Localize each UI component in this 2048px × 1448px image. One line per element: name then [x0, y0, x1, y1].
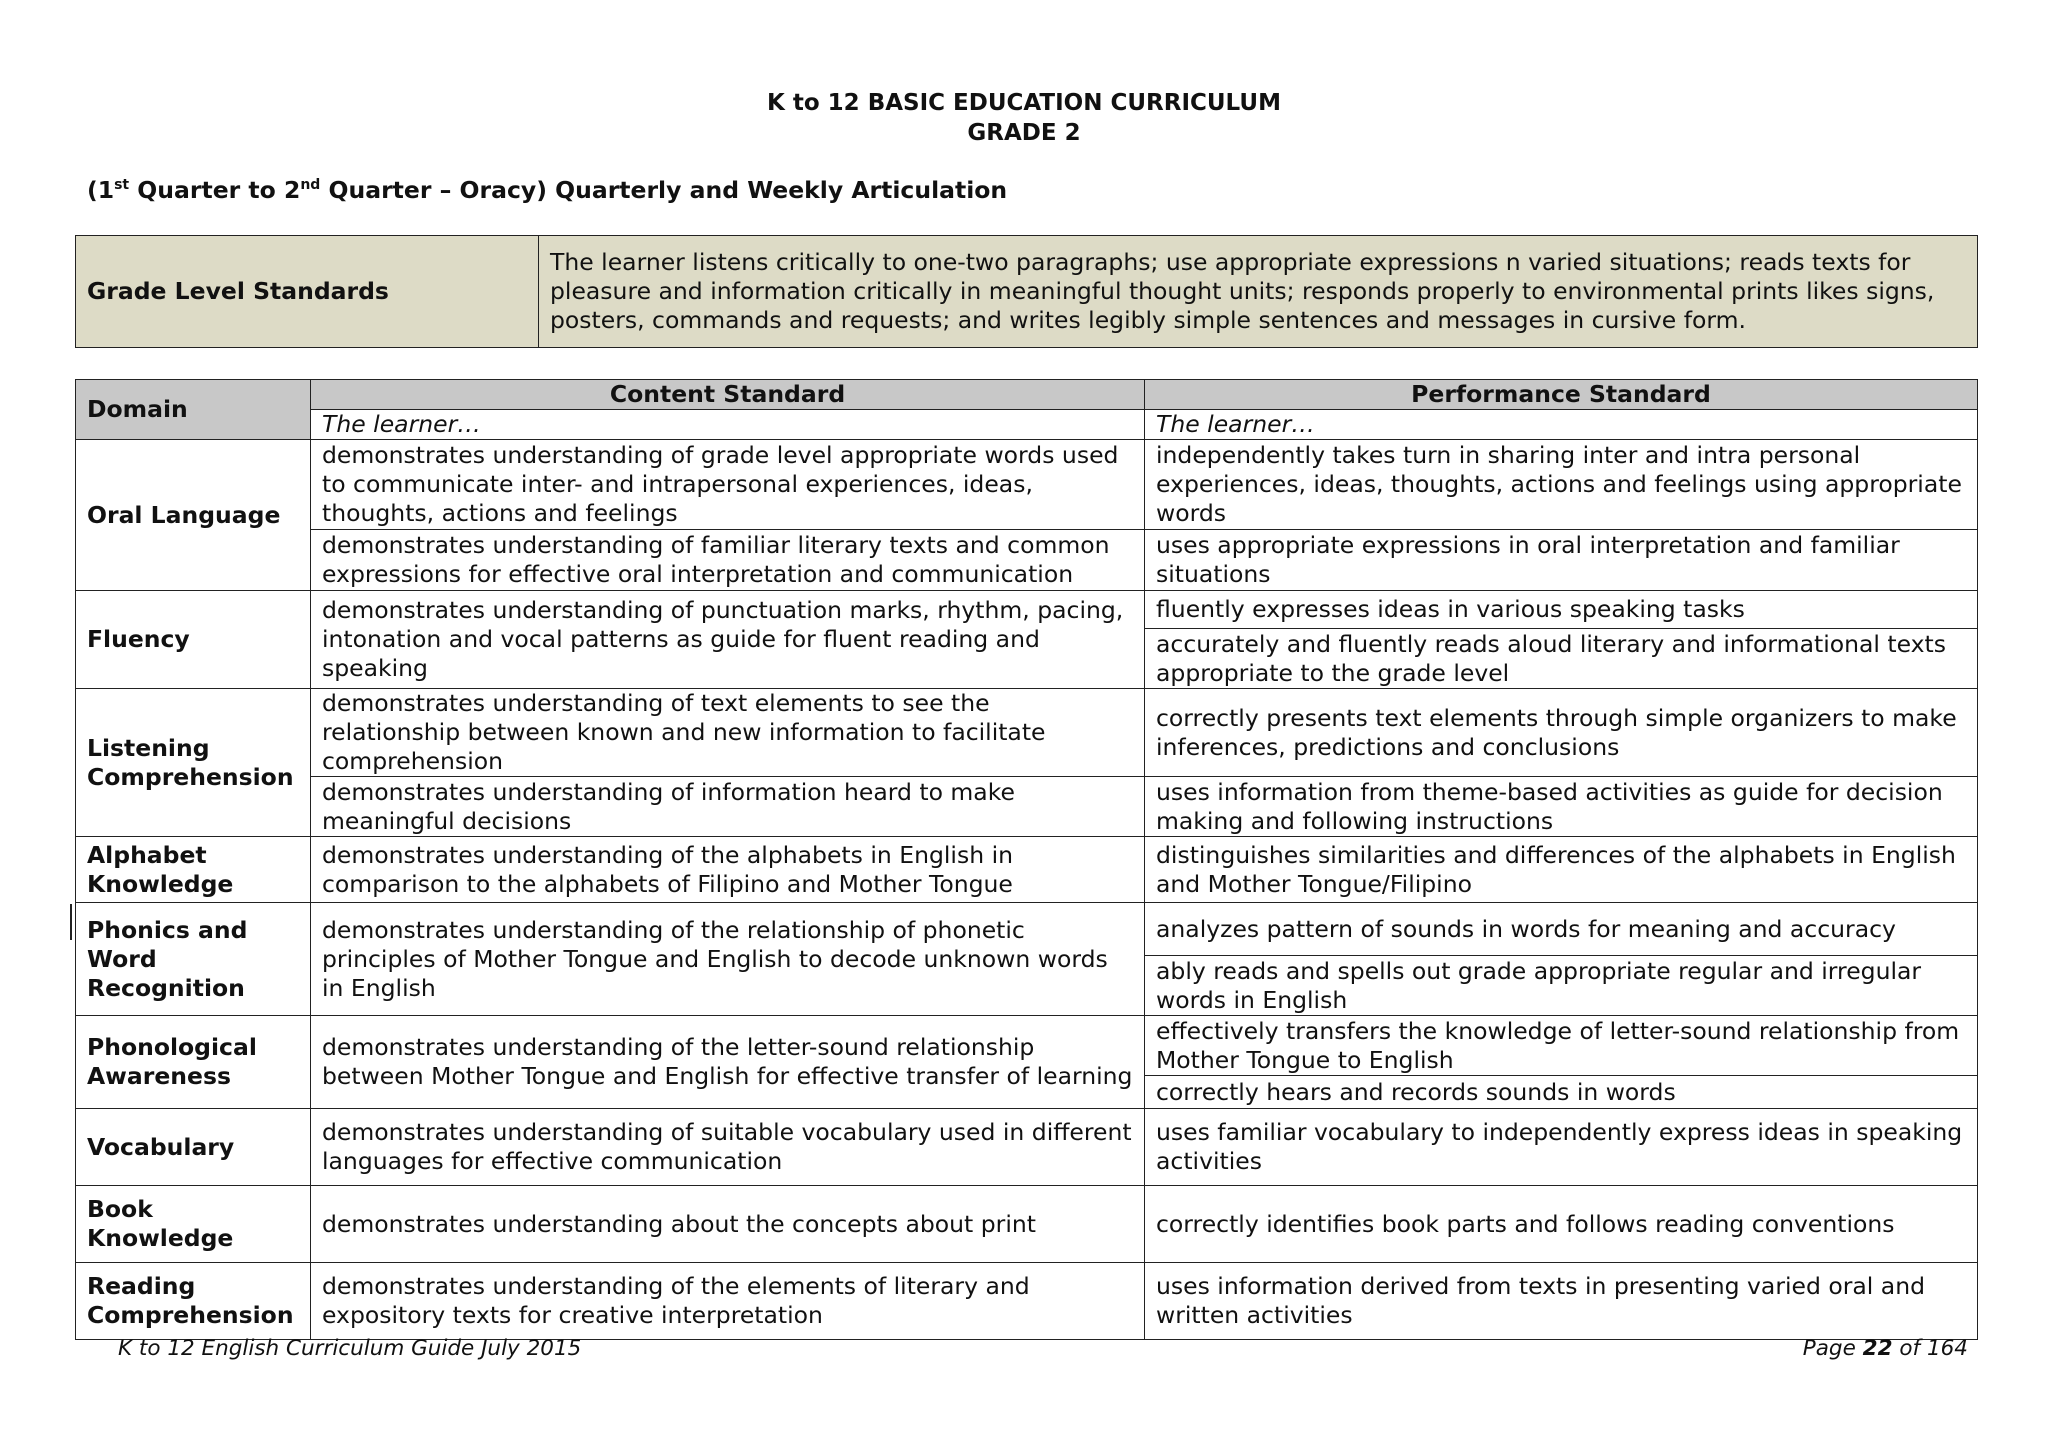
- domain-cell: Listening Comprehension: [76, 689, 311, 837]
- performance-cell: uses information from theme-based activities as guide for decision making and following instructions: [1145, 777, 1978, 837]
- grade-level-standards-text: The learner listens critically to one-two paragraphs; use appropriate expressions n varied situations; reads texts for pleasure and information critically in meaningful thought units; responds properly to environmental prints likes signs, posters, commands and requests; and writes legibly simple sentences and messages in cursive form.: [539, 236, 1978, 348]
- table-row: [76, 1016, 1978, 1076]
- table-row: [76, 837, 1978, 903]
- performance-cell: fluently expresses ideas in various speaking tasks: [1145, 591, 1978, 629]
- domain-cell: Oral Language: [76, 440, 311, 591]
- grade-title: GRADE 2: [967, 120, 1081, 146]
- document-header: [0, 88, 2048, 148]
- content-cell: demonstrates understanding of familiar literary texts and common expressions for effective oral interpretation and communication: [311, 530, 1145, 591]
- domain-cell: Phonics and Word Recognition: [76, 903, 311, 1016]
- table-header-row: [76, 380, 1978, 410]
- domain-cell: Alphabet Knowledge: [76, 837, 311, 903]
- table-row: [76, 1263, 1978, 1340]
- domain-column-header: Domain: [76, 380, 311, 440]
- content-cell: demonstrates understanding of grade level appropriate words used to communicate inter- and intrapersonal experiences, ideas, thoughts, actions and feelings: [311, 440, 1145, 530]
- performance-cell: correctly identifies book parts and follows reading conventions: [1145, 1186, 1978, 1263]
- table-row: [76, 1109, 1978, 1186]
- table-row: [76, 689, 1978, 777]
- document-title: K to 12 BASIC EDUCATION CURRICULUM: [767, 90, 1281, 116]
- performance-cell: uses appropriate expressions in oral interpretation and familiar situations: [1145, 530, 1978, 591]
- performance-cell: analyzes pattern of sounds in words for meaning and accuracy: [1145, 903, 1978, 956]
- content-cell: demonstrates understanding of text elements to see the relationship between known and new information to facilitate comprehension: [311, 689, 1145, 777]
- performance-cell: uses familiar vocabulary to independently express ideas in speaking activities: [1145, 1109, 1978, 1186]
- content-cell: demonstrates understanding of the letter-sound relationship between Mother Tongue and English for effective transfer of learning: [311, 1016, 1145, 1109]
- content-cell: demonstrates understanding of the relationship of phonetic principles of Mother Tongue and English to decode unknown words in English: [311, 903, 1145, 1016]
- standards-table: [75, 379, 1978, 1340]
- domain-cell: Fluency: [76, 591, 311, 689]
- table-row: [76, 1186, 1978, 1263]
- performance-cell: correctly hears and records sounds in words: [1145, 1076, 1978, 1109]
- margin-mark: [70, 904, 72, 940]
- domain-cell: Phonological Awareness: [76, 1016, 311, 1109]
- content-cell: demonstrates understanding of suitable vocabulary used in different languages for effective communication: [311, 1109, 1145, 1186]
- table-row: [76, 903, 1978, 956]
- domain-cell: Vocabulary: [76, 1109, 311, 1186]
- performance-cell: uses information derived from texts in presenting varied oral and written activities: [1145, 1263, 1978, 1340]
- footer-guide-title: K to 12 English Curriculum Guide July 2015: [118, 1336, 582, 1361]
- domain-cell: Reading Comprehension: [76, 1263, 311, 1340]
- content-cell: demonstrates understanding of punctuation marks, rhythm, pacing, intonation and vocal patterns as guide for fluent reading and speaking: [311, 591, 1145, 689]
- performance-cell: ably reads and spells out grade appropriate regular and irregular words in English: [1145, 956, 1978, 1016]
- performance-learner-label: The learner…: [1145, 410, 1978, 440]
- content-cell: demonstrates understanding of the alphabets in English in comparison to the alphabets of Filipino and Mother Tongue: [311, 837, 1145, 903]
- content-cell: demonstrates understanding of the elements of literary and expository texts for creative interpretation: [311, 1263, 1145, 1340]
- table-row: [76, 530, 1978, 591]
- domain-cell: Book Knowledge: [76, 1186, 311, 1263]
- performance-cell: effectively transfers the knowledge of letter-sound relationship from Mother Tongue to English: [1145, 1016, 1978, 1076]
- performance-cell: distinguishes similarities and differences of the alphabets in English and Mother Tongue/Filipino: [1145, 837, 1978, 903]
- content-learner-label: The learner…: [311, 410, 1145, 440]
- performance-cell: independently takes turn in sharing inter and intra personal experiences, ideas, thoughts, actions and feelings using appropriate words: [1145, 440, 1978, 530]
- performance-cell: accurately and fluently reads aloud literary and informational texts appropriate to the grade level: [1145, 629, 1978, 689]
- grade-level-standards-table: [75, 235, 1978, 348]
- table-row: [76, 591, 1978, 629]
- content-standard-header: Content Standard: [311, 380, 1145, 410]
- quarter-subtitle: (1st Quarter to 2nd Quarter – Oracy) Quarterly and Weekly Articulation: [87, 176, 1008, 204]
- current-page: 22: [1862, 1336, 1893, 1361]
- performance-cell: correctly presents text elements through simple organizers to make inferences, predictions and conclusions: [1145, 689, 1978, 777]
- performance-standard-header: Performance Standard: [1145, 380, 1978, 410]
- grade-level-standards-label: Grade Level Standards: [76, 236, 539, 348]
- learner-row: [76, 410, 1978, 440]
- footer-page-number: Page 22 of 164: [1802, 1336, 1968, 1361]
- content-cell: demonstrates understanding of information heard to make meaningful decisions: [311, 777, 1145, 837]
- content-cell: demonstrates understanding about the concepts about print: [311, 1186, 1145, 1263]
- table-row: [76, 440, 1978, 530]
- table-row: [76, 777, 1978, 837]
